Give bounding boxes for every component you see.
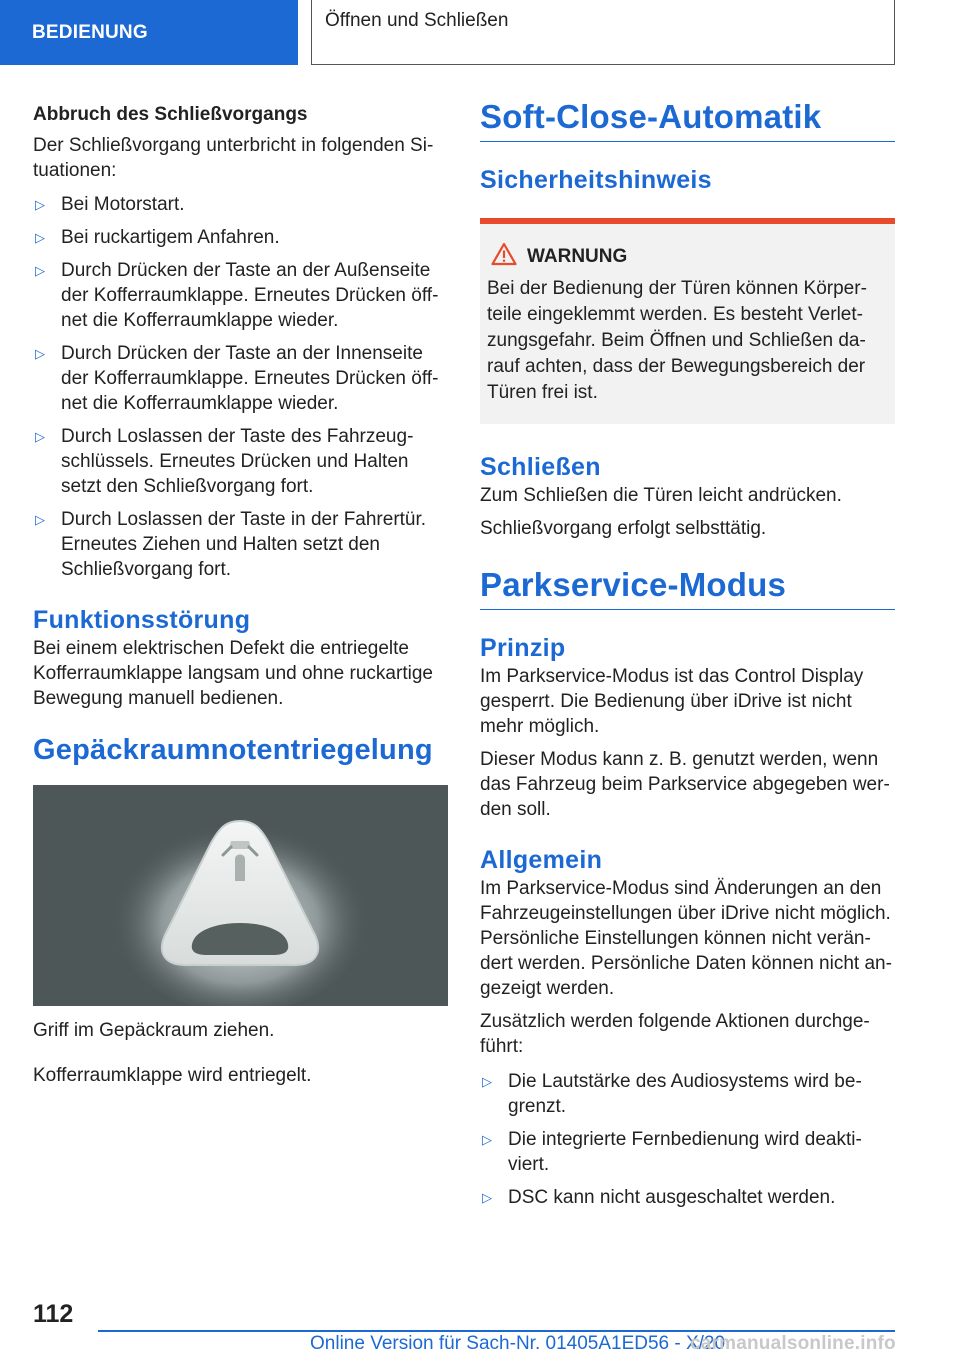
triangle-right-outline-icon: ▷	[35, 230, 45, 245]
gepaeck-heading: Gepäckraumnotentriegelung	[33, 734, 433, 766]
parkservice-heading-wrap	[480, 565, 895, 610]
soft-close-heading: Soft-Close-Automatik	[480, 98, 822, 135]
triangle-right-outline-icon: ▷	[35, 197, 45, 212]
abbruch-list	[33, 192, 448, 582]
parkservice-heading: Parkservice-Modus	[480, 566, 787, 603]
trunk-release-handle-image	[33, 785, 448, 1006]
funktion-text: Bei einem elektrischen Defekt die entriegelte Kofferraumklappe langsam und ohne ruckartige Bewegung manuell bedienen.	[33, 638, 433, 709]
sicherheit-heading: Sicherheitshinweis	[480, 166, 712, 194]
allgemein-text-1: Im Parkservice-Modus sind Änderungen an den Fahrzeugeinstellungen über iDrive nicht möglich. Persönliche Einstellungen können nicht verändert werden. Persönliche Daten können nicht angezeigt werden.	[480, 878, 892, 999]
list-item: ▷ Die integrierte Fernbedienung wird deaktiviert.	[482, 1129, 862, 1175]
trunk-handle-icon	[33, 785, 448, 1006]
section-tab: BEDIENUNG	[0, 0, 298, 65]
list-item: ▷ Bei ruckartigem Anfahren.	[35, 227, 280, 248]
footer-divider	[98, 1330, 895, 1332]
page-number: 112	[33, 1300, 74, 1328]
warning-title	[487, 244, 885, 270]
warning-triangle-icon	[491, 242, 517, 274]
soft-close-heading-wrap	[480, 97, 895, 142]
warning-box	[480, 218, 895, 424]
right-column	[480, 98, 895, 1218]
prinzip-heading: Prinzip	[480, 634, 566, 662]
schliessen-heading: Schließen	[480, 453, 601, 481]
prinzip-text-2: Dieser Modus kann z. B. genutzt werden, wenn das Fahrzeug beim Parkservice abgegeben werden soll.	[480, 749, 890, 820]
list-item: ▷ Durch Loslassen der Taste des Fahrzeugschlüssels. Erneutes Drücken und Halten setzt den Schließvorgang fort.	[35, 426, 414, 497]
triangle-right-outline-icon: ▷	[35, 429, 45, 444]
list-item: ▷ Bei Motorstart.	[35, 194, 185, 215]
triangle-right-outline-icon: ▷	[35, 263, 45, 278]
funktion-heading: Funktionsstörung	[33, 606, 251, 634]
triangle-right-outline-icon: ▷	[482, 1190, 492, 1205]
chapter-title	[311, 0, 895, 65]
gepaeck-text-2: Kofferraumklappe wird entriegelt.	[33, 1065, 312, 1086]
online-version-text: Online Version für Sach-Nr. 01405A1ED56 - X/20	[310, 1333, 726, 1354]
triangle-right-outline-icon: ▷	[482, 1074, 492, 1089]
schliessen-text-1: Zum Schließen die Türen leicht andrücken.	[480, 485, 842, 506]
chapter-title-text: Öffnen und Schließen	[325, 10, 509, 31]
list-item: ▷ Durch Loslassen der Taste in der Fahrertür. Erneutes Ziehen und Halten setzt den Schließvorgang fort.	[35, 509, 427, 580]
triangle-right-outline-icon: ▷	[35, 512, 45, 527]
allgemein-list	[480, 1069, 895, 1210]
warning-text: Bei der Bedienung der Türen können Körperteile eingeklemmt werden. Es besteht Verletzungsgefahr. Beim Öffnen und Schließen darauf achten, dass der Bewegungsbereich der Türen frei ist.	[487, 278, 867, 403]
allgemein-text-2: Zusätzlich werden folgende Aktionen durchgeführt:	[480, 1011, 870, 1057]
gepaeck-text-1: Griff im Gepäckraum ziehen.	[33, 1020, 275, 1041]
list-item: ▷ DSC kann nicht ausgeschaltet werden.	[482, 1187, 836, 1208]
schliessen-text-2: Schließvorgang erfolgt selbsttätig.	[480, 518, 767, 539]
list-item: ▷ Durch Drücken der Taste an der Außenseite der Kofferraumklappe. Erneutes Drücken öffnet die Kofferraumklappe wieder.	[35, 260, 439, 331]
abbruch-intro: Der Schließvorgang unterbricht in folgenden Situationen:	[33, 135, 434, 181]
left-column	[33, 101, 448, 1096]
warning-label: WARNUNG	[527, 246, 628, 267]
prinzip-text-1: Im Parkservice-Modus ist das Control Display gesperrt. Die Bedienung über iDrive ist nicht mehr möglich.	[480, 666, 864, 737]
abbruch-title: Abbruch des Schließvorgangs	[33, 104, 308, 125]
list-item: ▷ Die Lautstärke des Audiosystems wird begrenzt.	[482, 1071, 862, 1117]
list-item: ▷ Durch Drücken der Taste an der Innenseite der Kofferraumklappe. Erneutes Drücken öffnet die Kofferraumklappe wieder.	[35, 343, 439, 414]
watermark: carmanualsonline.info	[690, 1333, 896, 1354]
allgemein-heading: Allgemein	[480, 846, 603, 874]
triangle-right-outline-icon: ▷	[482, 1132, 492, 1147]
triangle-right-outline-icon: ▷	[35, 346, 45, 361]
